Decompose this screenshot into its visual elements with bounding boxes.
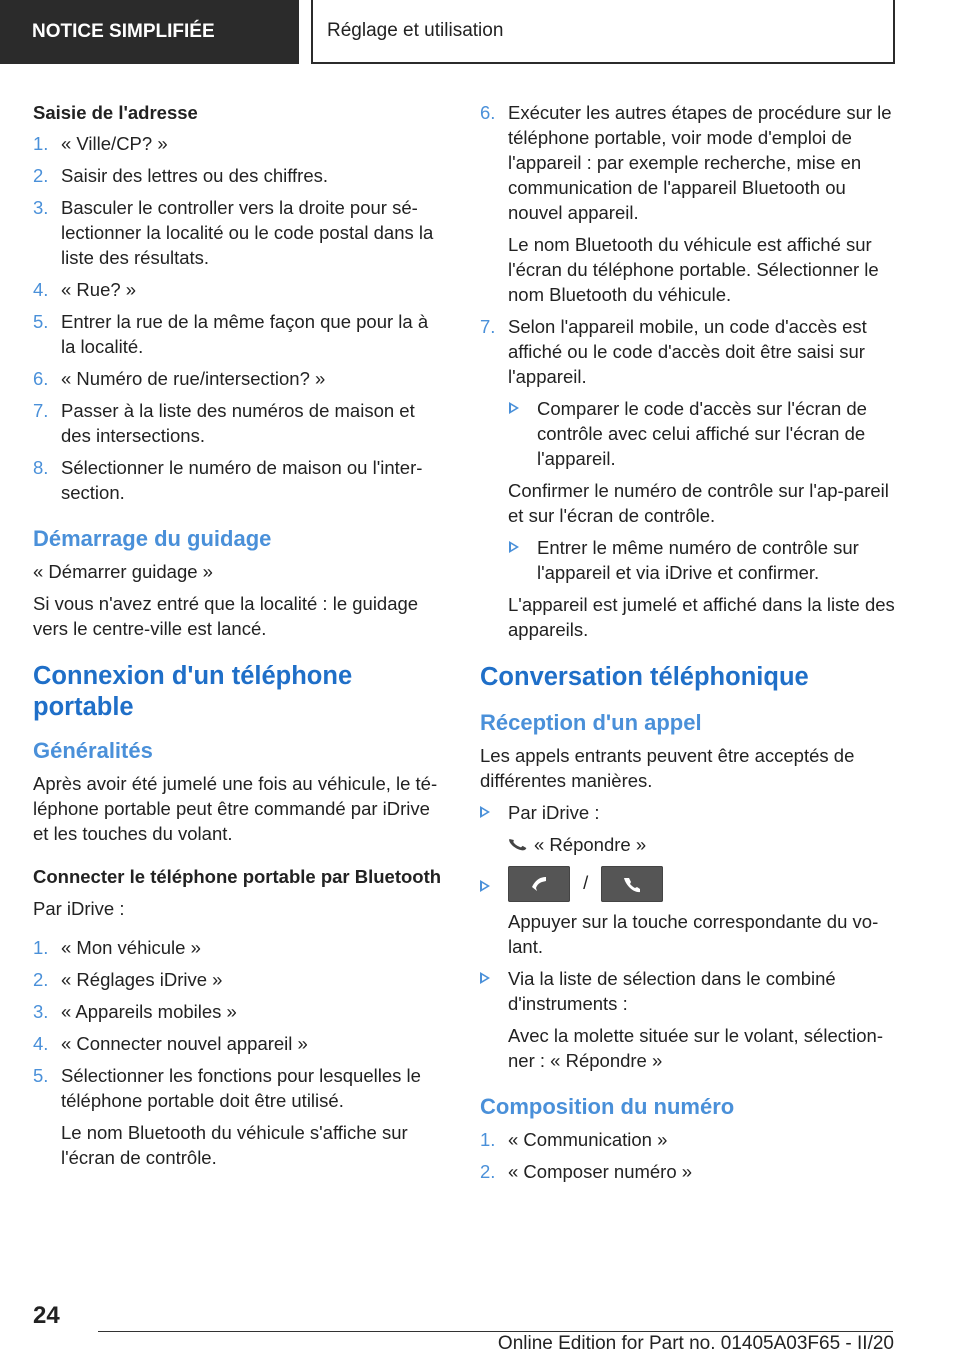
right-column	[480, 100, 896, 1191]
step-number: 5.	[33, 311, 49, 332]
bullet-item	[509, 396, 896, 471]
list-item	[33, 1031, 447, 1056]
steering-hangup-button	[601, 866, 663, 902]
list-item	[480, 1159, 896, 1184]
bluetooth-intro: Par iDrive :	[33, 898, 125, 919]
triangle-bullet-icon	[509, 402, 519, 414]
bullet-text: Entrer le même numéro de contrôle sur l'appareil et via iDrive et confirmer.	[537, 537, 859, 583]
step-text: « Connecter nouvel appareil »	[61, 1033, 308, 1054]
list-item	[33, 131, 447, 156]
step-text: Saisir des lettres ou des chiffres.	[61, 165, 329, 186]
list-item	[33, 366, 447, 391]
bullet-item	[480, 800, 896, 825]
step-text: « Réglages iDrive »	[61, 969, 223, 990]
phone-handset-icon	[508, 835, 528, 853]
triangle-bullet-icon	[480, 806, 490, 818]
bluetooth-step5-note: Le nom Bluetooth du véhicule s'affiche sur l'écran de contrôle.	[61, 1122, 408, 1168]
step-text: Sélectionner les fonctions pour lesquelles le téléphone portable doit être utilisé.	[61, 1065, 421, 1111]
list-item	[33, 935, 447, 960]
answer-label: « Répondre »	[534, 834, 647, 855]
general-paragraph: Après avoir été jumelé une fois au véhicule, le té‐léphone portable peut être commandé par iDrive et les touches du volant.	[33, 773, 438, 844]
step-text: Selon l'appareil mobile, un code d'accès est affiché ou le code d'accès doit être saisi sur l'appareil.	[508, 316, 867, 387]
left-column	[33, 100, 447, 1177]
step-text: « Numéro de rue/intersection? »	[61, 368, 326, 389]
step-number: 2.	[480, 1161, 496, 1183]
bullet-text: Comparer le code d'accès sur l'écran de contrôle avec celui affiché sur l'écran de l'appareil.	[537, 398, 867, 469]
step-text: « Rue? »	[61, 279, 137, 300]
bullet-item-buttons	[480, 864, 896, 902]
step6-note: Le nom Bluetooth du véhicule est affiché sur l'écran du téléphone portable. Sélectionner le nom Bluetooth du véhicule.	[508, 234, 879, 305]
step-text: Exécuter les autres étapes de procédure sur le téléphone portable, voir mode d'emploi de l'appareil : par exemple recherche, mise en communication de l'appareil Bluetooth ou nouvel appareil.	[508, 102, 892, 223]
bullet-item	[509, 535, 896, 585]
footer-divider	[98, 1331, 893, 1332]
dial-title: Composition du numéro	[480, 1094, 735, 1120]
step7-end: L'appareil est jumelé et affiché dans la liste des appareils.	[508, 594, 895, 640]
reception-paragraph: Les appels entrants peuvent être acceptés de différentes manières.	[480, 745, 855, 791]
step-number: 6.	[480, 102, 496, 123]
step-number: 7.	[33, 400, 49, 421]
step-number: 4.	[33, 279, 49, 300]
step-text: Entrer la rue de la même façon que pour la à la localité.	[61, 311, 429, 357]
reception-title: Réception d'un appel	[480, 710, 702, 735]
steering-answer-button	[508, 866, 570, 902]
step-text: « Communication »	[508, 1129, 668, 1151]
page-number: 24	[33, 1302, 60, 1329]
guidance-p1: « Démarrer guidage »	[33, 561, 213, 582]
phone-title: Connexion d'un téléphone portable	[33, 662, 353, 721]
phone-hangup-icon	[620, 872, 644, 896]
list-item	[33, 195, 447, 270]
list-item	[33, 163, 447, 188]
step-number: 4.	[33, 1033, 49, 1054]
list-item	[33, 277, 447, 302]
triangle-bullet-icon	[480, 972, 490, 984]
list-item	[480, 1127, 896, 1152]
address-title: Saisie de l'adresse	[33, 102, 198, 123]
dial-steps	[480, 1127, 896, 1184]
address-steps	[33, 131, 447, 505]
list-item	[33, 1063, 447, 1113]
answer-menu-item	[480, 832, 896, 857]
triangle-bullet-icon	[480, 880, 490, 892]
step-text: Passer à la liste des numéros de maison et des intersections.	[61, 400, 415, 446]
step-number: 8.	[33, 457, 49, 478]
chapter-label: Réglage et utilisation	[327, 20, 504, 41]
general-title: Généralités	[33, 738, 153, 763]
guidance-p2: Si vous n'avez entré que la localité : le guidage vers le centre-ville est lancé.	[33, 593, 419, 639]
section-tab	[0, 0, 299, 64]
step-number: 1.	[33, 937, 49, 958]
bullet-text: Via la liste de sélection dans le combiné d'instruments :	[508, 968, 836, 1015]
list-item	[33, 967, 447, 992]
triangle-bullet-icon	[509, 541, 519, 553]
instrument-note: Avec la molette située sur le volant, sélection‐ner : « Répondre »	[508, 1025, 883, 1072]
bullet-text: Par iDrive :	[508, 802, 600, 823]
list-item	[33, 455, 447, 505]
guidance-title: Démarrage du guidage	[33, 526, 272, 551]
step-text: « Ville/CP? »	[61, 133, 168, 154]
separator: /	[583, 872, 589, 893]
step-number: 2.	[33, 969, 49, 990]
list-item	[33, 999, 447, 1024]
list-item	[33, 309, 447, 359]
step-number: 3.	[33, 197, 49, 218]
edition-footer: Online Edition for Part no. 01405A03F65 - II/20	[497, 1333, 894, 1354]
chapter-header	[311, 0, 895, 64]
step-number: 5.	[33, 1065, 49, 1086]
step-text: « Mon véhicule »	[61, 937, 201, 958]
step-text: « Appareils mobiles »	[61, 1001, 237, 1022]
bluetooth-steps	[33, 935, 447, 1113]
step-text: Basculer le controller vers la droite pour sé‐lectionner la localité ou le code postal dans la liste des résultats.	[61, 197, 434, 268]
step-text: Sélectionner le numéro de maison ou l'inter‐section.	[61, 457, 423, 503]
step-text: « Composer numéro »	[508, 1161, 693, 1183]
step-number: 7.	[480, 316, 496, 337]
list-item	[33, 398, 447, 448]
bluetooth-title: Connecter le téléphone portable par Bluetooth	[33, 866, 442, 887]
bullet-item	[480, 966, 896, 1016]
step-number: 1.	[480, 1129, 496, 1151]
phone-answer-icon	[527, 872, 551, 896]
bullet-note: Confirmer le numéro de contrôle sur l'ap‐pareil et sur l'écran de contrôle.	[508, 480, 889, 526]
step-number: 2.	[33, 165, 49, 186]
step-number: 6.	[33, 368, 49, 389]
step-number: 1.	[33, 133, 49, 154]
conversation-title: Conversation téléphonique	[480, 663, 809, 691]
section-label: NOTICE SIMPLIFIÉE	[32, 21, 215, 42]
list-item	[480, 314, 896, 389]
buttons-note: Appuyer sur la touche correspondante du vo‐lant.	[508, 911, 879, 958]
list-item	[480, 100, 896, 225]
step-number: 3.	[33, 1001, 49, 1022]
